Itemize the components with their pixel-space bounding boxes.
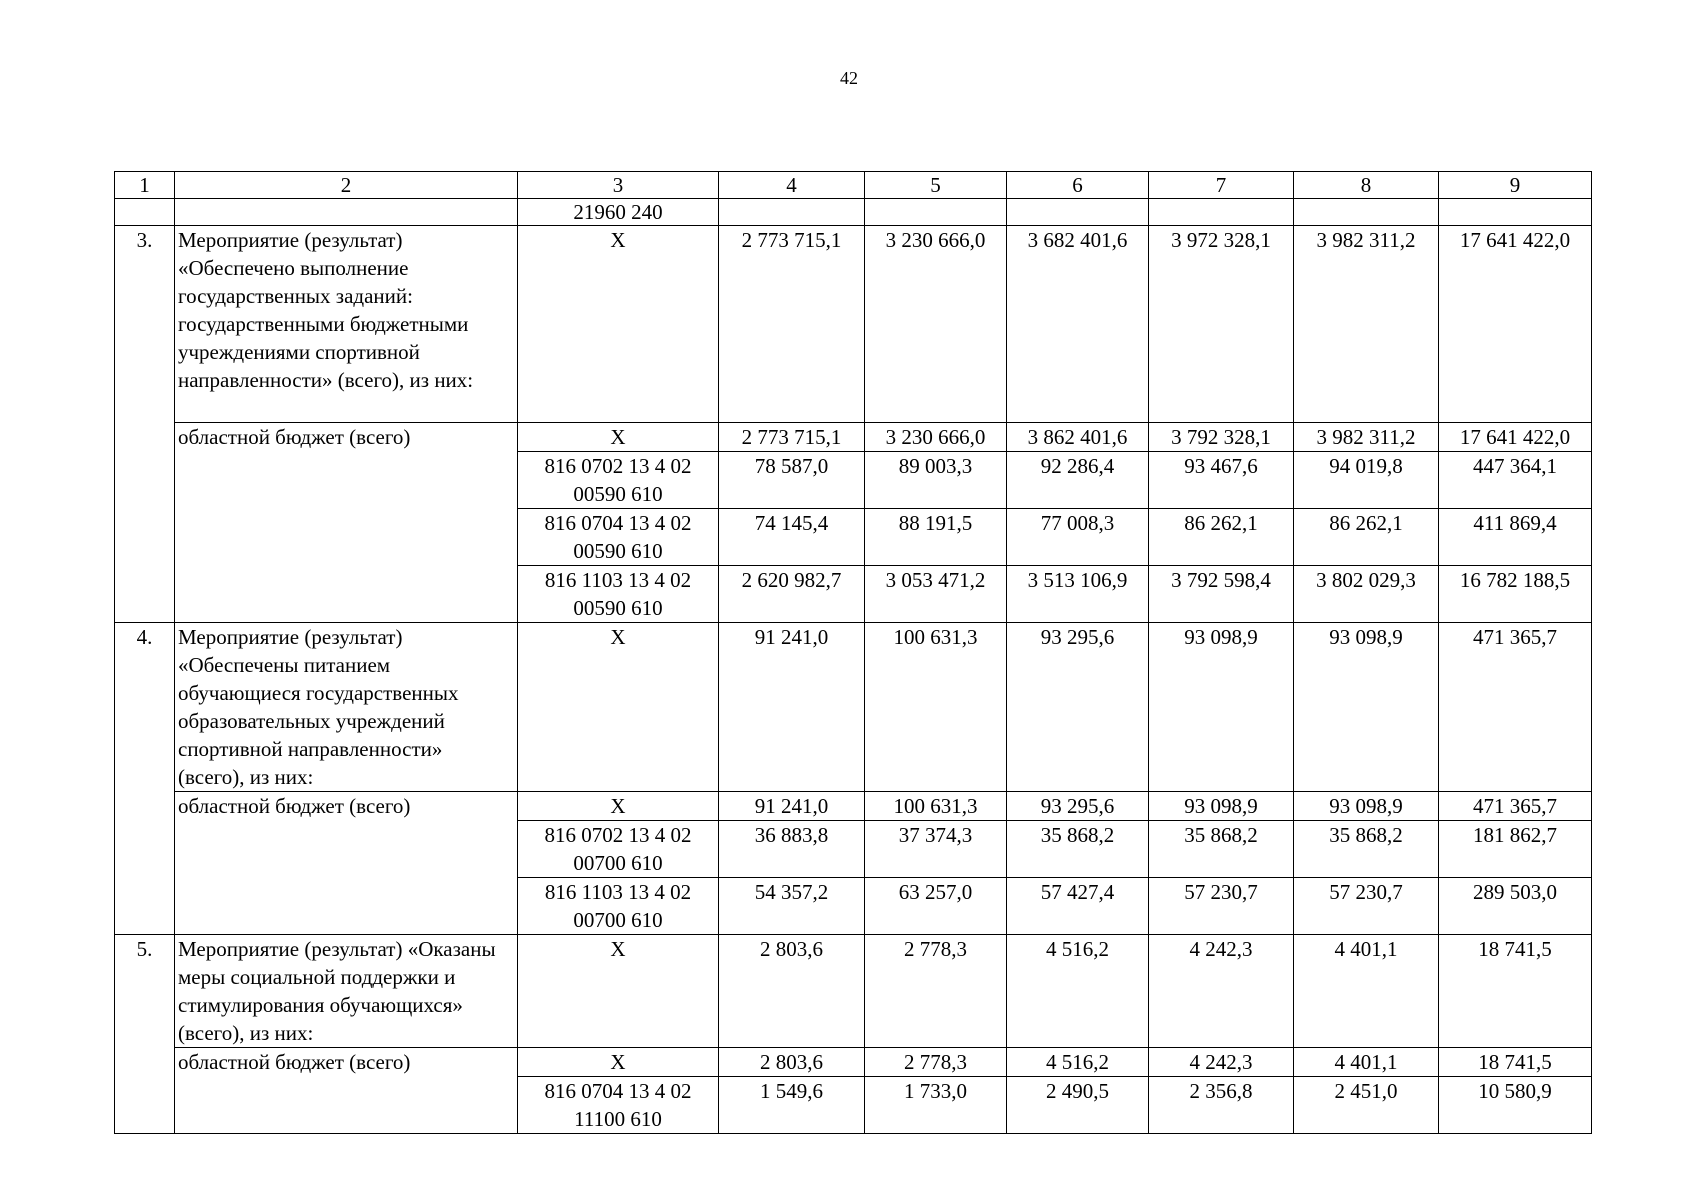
- amount-cell: 91 241,0: [719, 623, 865, 792]
- amount-cell: 181 862,7: [1439, 821, 1592, 878]
- amount-cell: 86 262,1: [1294, 509, 1439, 566]
- amount-cell: 77 008,3: [1007, 509, 1149, 566]
- amount-cell: 100 631,3: [865, 623, 1007, 792]
- amount-cell: 93 295,6: [1007, 623, 1149, 792]
- budget-code: 816 1103 13 4 02 00590 610: [518, 566, 719, 623]
- budget-code: 816 1103 13 4 02 00700 610: [518, 878, 719, 935]
- amount-cell: 17 641 422,0: [1439, 226, 1592, 423]
- amount-cell: 1 733,0: [865, 1077, 1007, 1134]
- amount-cell: 57 230,7: [1149, 878, 1294, 935]
- amount-cell: 17 641 422,0: [1439, 423, 1592, 452]
- amount-cell: 2 803,6: [719, 935, 865, 1048]
- amount-cell: 3 982 311,2: [1294, 226, 1439, 423]
- amount-cell: 91 241,0: [719, 792, 865, 821]
- amount-cell: 78 587,0: [719, 452, 865, 509]
- amount-cell: 3 230 666,0: [865, 226, 1007, 423]
- amount-cell: 36 883,8: [719, 821, 865, 878]
- measure-title: Мероприятие (результат) «Обеспечено выполнение государственных заданий: государственными бюджетными учреждениями спортивной направленности» (всего), из них:: [175, 226, 518, 423]
- amount-cell: 2 778,3: [865, 935, 1007, 1048]
- amount-cell: 3 513 106,9: [1007, 566, 1149, 623]
- budget-code: X: [518, 423, 719, 452]
- column-header: 7: [1149, 172, 1294, 199]
- amount-cell: 471 365,7: [1439, 623, 1592, 792]
- budget-source-row: [115, 1048, 1592, 1077]
- amount-cell: 3 792 328,1: [1149, 423, 1294, 452]
- amount-cell: 4 242,3: [1149, 935, 1294, 1048]
- amount-cell: 93 098,9: [1149, 623, 1294, 792]
- column-header: 4: [719, 172, 865, 199]
- budget-code: 21960 240: [518, 199, 719, 226]
- amount-cell: 57 427,4: [1007, 878, 1149, 935]
- budget-source-label: областной бюджет (всего): [175, 792, 518, 935]
- amount-cell: 3 972 328,1: [1149, 226, 1294, 423]
- budget-code: 816 0702 13 4 02 00590 610: [518, 452, 719, 509]
- column-header: 3: [518, 172, 719, 199]
- amount-cell: 3 982 311,2: [1294, 423, 1439, 452]
- amount-cell: 93 098,9: [1294, 623, 1439, 792]
- budget-code: X: [518, 1048, 719, 1077]
- column-header: 8: [1294, 172, 1439, 199]
- measure-row: [115, 935, 1592, 1048]
- amount-cell: 3 053 471,2: [865, 566, 1007, 623]
- measure-number: 3.: [115, 226, 175, 623]
- page-number: 42: [840, 68, 858, 88]
- amount-cell: 4 242,3: [1149, 1048, 1294, 1077]
- table-body: [115, 172, 1592, 1134]
- budget-code: X: [518, 623, 719, 792]
- measure-title: Мероприятие (результат) «Обеспечены питанием обучающиеся государственных образовательных учреждений спортивной направленности» (всего), из них:: [175, 623, 518, 792]
- amount-cell: 3 792 598,4: [1149, 566, 1294, 623]
- amount-cell: 1 549,6: [719, 1077, 865, 1134]
- budget-source-label: областной бюджет (всего): [175, 423, 518, 623]
- amount-cell: 93 098,9: [1294, 792, 1439, 821]
- amount-cell: 57 230,7: [1294, 878, 1439, 935]
- amount-cell: 89 003,3: [865, 452, 1007, 509]
- amount-cell: 4 401,1: [1294, 1048, 1439, 1077]
- column-number-row: [115, 172, 1592, 199]
- amount-cell: 94 019,8: [1294, 452, 1439, 509]
- amount-cell: 93 098,9: [1149, 792, 1294, 821]
- amount-cell: 447 364,1: [1439, 452, 1592, 509]
- amount-cell: 88 191,5: [865, 509, 1007, 566]
- amount-cell: 4 401,1: [1294, 935, 1439, 1048]
- budget-table: [114, 171, 1592, 1134]
- budget-code: X: [518, 935, 719, 1048]
- amount-cell: 3 802 029,3: [1294, 566, 1439, 623]
- amount-cell: 35 868,2: [1007, 821, 1149, 878]
- amount-cell: 3 862 401,6: [1007, 423, 1149, 452]
- amount-cell: 93 467,6: [1149, 452, 1294, 509]
- amount-cell: 93 295,6: [1007, 792, 1149, 821]
- amount-cell: 2 620 982,7: [719, 566, 865, 623]
- continuation-row: [115, 199, 1592, 226]
- budget-code: 816 0704 13 4 02 00590 610: [518, 509, 719, 566]
- column-header: 1: [115, 172, 175, 199]
- amount-cell: 35 868,2: [1294, 821, 1439, 878]
- amount-cell: 18 741,5: [1439, 935, 1592, 1048]
- budget-code: 816 0702 13 4 02 00700 610: [518, 821, 719, 878]
- amount-cell: 86 262,1: [1149, 509, 1294, 566]
- measure-row: [115, 226, 1592, 423]
- amount-cell: 2 803,6: [719, 1048, 865, 1077]
- amount-cell: 37 374,3: [865, 821, 1007, 878]
- column-header: 9: [1439, 172, 1592, 199]
- amount-cell: 54 357,2: [719, 878, 865, 935]
- measure-title: Мероприятие (результат) «Оказаны меры социальной поддержки и стимулирования обучающихся» (всего), из них:: [175, 935, 518, 1048]
- column-header: 6: [1007, 172, 1149, 199]
- amount-cell: 4 516,2: [1007, 1048, 1149, 1077]
- amount-cell: 2 773 715,1: [719, 423, 865, 452]
- amount-cell: 35 868,2: [1149, 821, 1294, 878]
- column-header: 2: [175, 172, 518, 199]
- amount-cell: 2 490,5: [1007, 1077, 1149, 1134]
- budget-source-label: областной бюджет (всего): [175, 1048, 518, 1134]
- amount-cell: 18 741,5: [1439, 1048, 1592, 1077]
- amount-cell: 63 257,0: [865, 878, 1007, 935]
- amount-cell: 2 778,3: [865, 1048, 1007, 1077]
- amount-cell: 2 356,8: [1149, 1077, 1294, 1134]
- amount-cell: 16 782 188,5: [1439, 566, 1592, 623]
- budget-source-row: [115, 423, 1592, 452]
- budget-source-row: [115, 792, 1592, 821]
- measure-row: [115, 623, 1592, 792]
- amount-cell: 10 580,9: [1439, 1077, 1592, 1134]
- amount-cell: 3 230 666,0: [865, 423, 1007, 452]
- budget-code: 816 0704 13 4 02 11100 610: [518, 1077, 719, 1134]
- amount-cell: 92 286,4: [1007, 452, 1149, 509]
- column-header: 5: [865, 172, 1007, 199]
- amount-cell: 2 451,0: [1294, 1077, 1439, 1134]
- budget-code: X: [518, 792, 719, 821]
- amount-cell: 74 145,4: [719, 509, 865, 566]
- measure-number: 4.: [115, 623, 175, 935]
- amount-cell: 289 503,0: [1439, 878, 1592, 935]
- amount-cell: 100 631,3: [865, 792, 1007, 821]
- amount-cell: 3 682 401,6: [1007, 226, 1149, 423]
- amount-cell: 411 869,4: [1439, 509, 1592, 566]
- amount-cell: 4 516,2: [1007, 935, 1149, 1048]
- measure-number: 5.: [115, 935, 175, 1134]
- amount-cell: 2 773 715,1: [719, 226, 865, 423]
- budget-code: X: [518, 226, 719, 423]
- amount-cell: 471 365,7: [1439, 792, 1592, 821]
